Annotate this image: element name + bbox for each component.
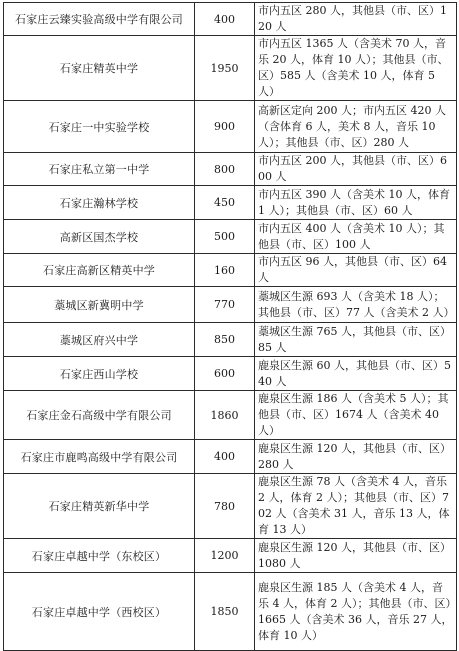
student-source-cell: 市内五区 96 人，其他县（市、区）64 人 [255,254,457,287]
enrollment-table-body [4,3,457,651]
table-row [4,36,457,101]
student-source-cell: 鹿泉区生源 78 人（含美术 4 人，音乐 2 人，体育 2 人）；其他县（市、区）702 人（含美术 31 人，音乐 13 人，体育 13 人） [255,474,457,539]
school-name-cell: 石家庄西山学校 [4,357,195,391]
school-name-cell: 石家庄金石高级中学有限公司 [4,391,195,440]
enrollment-table [3,2,457,651]
school-name-cell: 石家庄卓越中学（东校区） [4,539,195,573]
school-name-cell: 高新区国杰学校 [4,220,195,254]
school-name-cell: 石家庄精英中学 [4,36,195,101]
enrollment-plan-cell: 400 [195,440,255,474]
table-row [4,186,457,220]
school-name-cell: 石家庄私立第一中学 [4,153,195,186]
student-source-cell: 鹿泉区生源 186 人（含美术 5 人）；其他县（市、区）1674 人（含美术 40 人） [255,391,457,440]
table-row [4,3,457,36]
enrollment-plan-cell: 450 [195,186,255,220]
student-source-cell: 高新区定向 200 人；市内五区 420 人（含体育 6 人，美术 8 人，音乐 10 人）；其他县（市、区）280 人 [255,101,457,153]
student-source-cell: 市内五区 280 人，其他县（市、区）120 人 [255,3,457,36]
enrollment-plan-cell: 1200 [195,539,255,573]
school-name-cell: 石家庄一中实验学校 [4,101,195,153]
enrollment-plan-cell: 850 [195,323,255,357]
enrollment-plan-cell: 900 [195,101,255,153]
table-row [4,287,457,323]
table-row [4,539,457,573]
table-row [4,474,457,539]
table-row [4,440,457,474]
enrollment-plan-cell: 160 [195,254,255,287]
table-row [4,101,457,153]
table-row [4,254,457,287]
school-name-cell: 石家庄卓越中学（西校区） [4,573,195,651]
student-source-cell: 市内五区 1365 人（含美术 70 人，音乐 20 人，体育 10 人）；其他县（市、区）585 人（含美术 10 人，体育 5 人） [255,36,457,101]
enrollment-plan-cell: 1950 [195,36,255,101]
student-source-cell: 鹿泉区生源 120 人，其他县（市、区）280 人 [255,440,457,474]
enrollment-plan-cell: 1860 [195,391,255,440]
student-source-cell: 鹿泉区生源 120 人，其他县（市、区）1080 人 [255,539,457,573]
school-name-cell: 石家庄云臻实验高级中学有限公司 [4,3,195,36]
enrollment-plan-cell: 500 [195,220,255,254]
school-name-cell: 石家庄高新区精英中学 [4,254,195,287]
student-source-cell: 鹿泉区生源 60 人，其他县（市、区）540 人 [255,357,457,391]
table-row [4,153,457,186]
student-source-cell: 藁城区生源 765 人，其他县（市、区）85 人 [255,323,457,357]
student-source-cell: 藁城区生源 693 人（含美术 18 人）；其他县（市、区）77 人（含美术 2 人） [255,287,457,323]
school-name-cell: 石家庄精英新华中学 [4,474,195,539]
table-row [4,357,457,391]
table-row [4,391,457,440]
enrollment-plan-cell: 780 [195,474,255,539]
table-row [4,220,457,254]
school-name-cell: 石家庄瀚林学校 [4,186,195,220]
enrollment-plan-cell: 600 [195,357,255,391]
school-name-cell: 藁城区新冀明中学 [4,287,195,323]
table-row [4,573,457,651]
student-source-cell: 鹿泉区生源 185 人（含美术 4 人，音乐 4 人，体育 2 人）；其他县（市、区）1665 人（含美术 36 人，音乐 27 人，体育 10 人） [255,573,457,651]
student-source-cell: 市内五区 390 人（含美术 10 人，体育 1 人）；其他县（市、区）60 人 [255,186,457,220]
school-name-cell: 石家庄市鹿鸣高级中学有限公司 [4,440,195,474]
school-name-cell: 藁城区府兴中学 [4,323,195,357]
enrollment-plan-cell: 770 [195,287,255,323]
enrollment-plan-cell: 400 [195,3,255,36]
student-source-cell: 市内五区 200 人，其他县（市、区）600 人 [255,153,457,186]
student-source-cell: 市内五区 400 人（含美术 10 人）；其他县（市、区）100 人 [255,220,457,254]
enrollment-plan-cell: 800 [195,153,255,186]
enrollment-plan-cell: 1850 [195,573,255,651]
table-row [4,323,457,357]
